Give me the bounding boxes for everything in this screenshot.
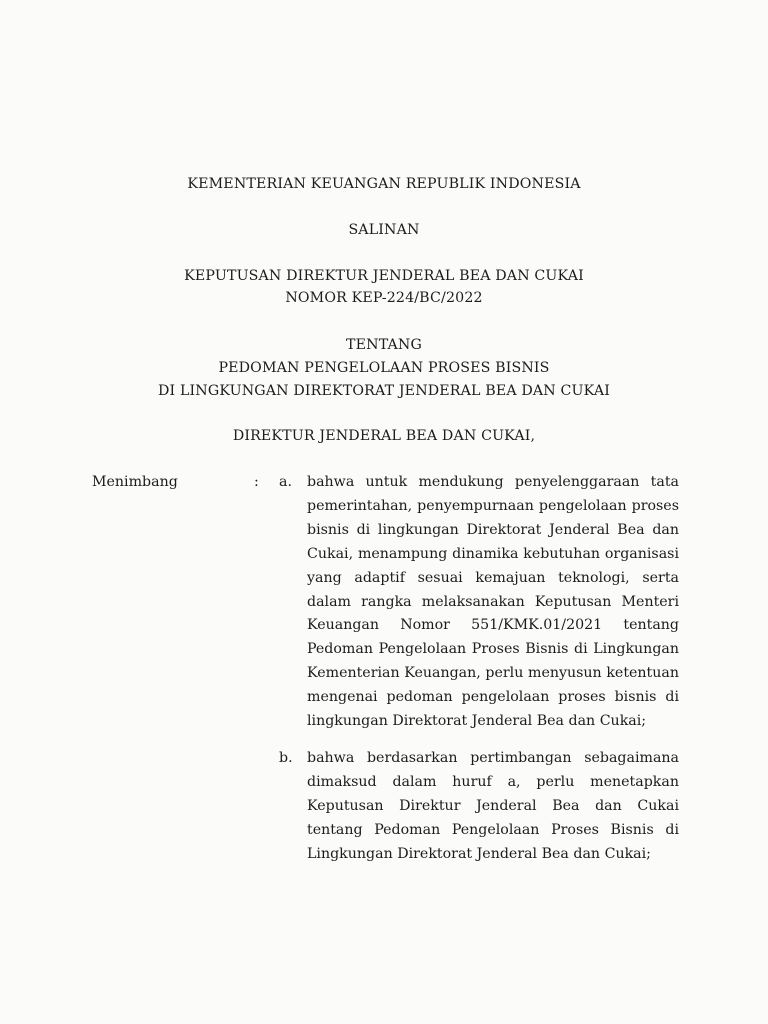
subject-line-1: PEDOMAN PENGELOLAAN PROSES BISNIS (218, 360, 550, 376)
considering-colon: : (254, 474, 259, 490)
issuer-heading: DIREKTUR JENDERAL BEA DAN CUKAI, (232, 428, 536, 444)
decree-number: NOMOR KEP-224/BC/2022 (285, 290, 483, 306)
decree-title: KEPUTUSAN DIREKTUR JENDERAL BEA DAN CUKAI (184, 268, 584, 284)
considering-label: Menimbang (92, 474, 178, 490)
copy-label: SALINAN (348, 222, 420, 238)
item-b-text: bahwa berdasarkan pertimbangan sebagaimana dimaksud dalam huruf a, perlu menetapkan Keputusan Direktur Jenderal Bea dan Cukai tentang Pedoman Pengelolaan Proses Bisnis di Lingkungan Direktorat Jenderal Bea dan Cukai; (307, 750, 679, 862)
item-b-letter: b. (279, 750, 293, 766)
item-a-letter: a. (279, 474, 292, 490)
subject-line-2: DI LINGKUNGAN DIREKTORAT JENDERAL BEA DAN CUKAI (158, 383, 610, 399)
ministry-heading: KEMENTERIAN KEUANGAN REPUBLIK INDONESIA (187, 176, 581, 192)
about-heading: TENTANG (346, 337, 422, 353)
item-a-text: bahwa untuk mendukung penyelenggaraan tata pemerintahan, penyempurnaan pengelolaan proses bisnis di lingkungan Direktorat Jenderal Bea dan Cukai, menampung dinamika kebutuhan organisasi yang adaptif sesuai kemajuan teknologi, serta dalam rangka melaksanakan Keputusan Menteri Keuangan Nomor 551/KMK.01/2021 tentang Pedoman Pengelolaan Proses Bisnis di Lingkungan Kementerian Keuangan, perlu menyusun ketentuan mengenai pedoman pengelolaan proses bisnis di lingkungan Direktorat Jenderal Bea dan Cukai; (307, 474, 679, 730)
